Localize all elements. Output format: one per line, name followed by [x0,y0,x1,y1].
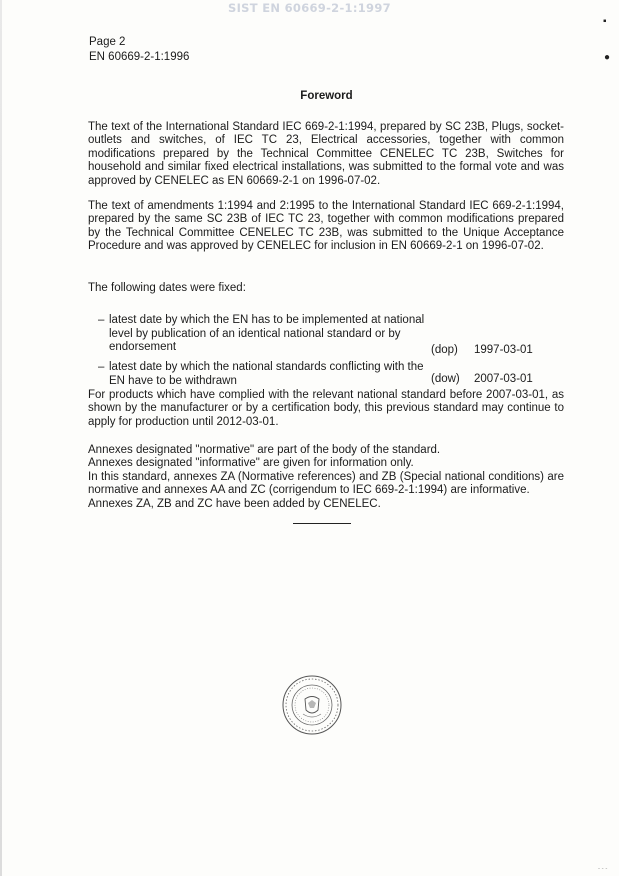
date-value: 2007-03-01 [474,373,533,386]
dates-list [88,282,564,389]
annex-line-4: Annexes ZA, ZB and ZC have been added by CENELEC. [88,497,381,510]
end-rule [293,523,351,524]
page-edge-shadow [0,0,2,876]
annex-line-3: In this standard, annexes ZA (Normative references) and ZB (Special national conditions) are normative and annexes AA and ZC (corrigendum to IEC 669-2-1:1994) are informative. [88,470,564,497]
official-seal-icon [281,674,343,741]
margin-mark: ● [604,52,611,63]
page-header [89,35,189,65]
annex-line-2: Annexes designated "informative" are given for information only. [88,457,414,470]
transition-paragraph: For products which have complied with the relevant national standard before 2007-03-01, as shown by the manufacturer or by a certification body, this previous standard may continue to apply for production until 2012-03-01. [88,389,564,428]
annexes-block [88,444,564,511]
section-title: Foreword [300,90,353,102]
date-item-text: latest date by which the national standards conflicting with the EN have to be withdrawn [109,361,424,387]
list-dash: – [98,314,105,327]
date-item-dow [88,357,564,389]
date-item-text: latest date by which the EN has to be implemented at national level by publication of an identical national standard or by endorsement [109,314,425,354]
date-item-dop [88,295,564,357]
paragraph-1: The text of the International Standard IEC 669-2-1:1994, prepared by SC 23B, Plugs, socket-outlets and switches, of IEC TC 23, Electrical accessories, together with common modifications prepared by the Technical Committee CENELEC TC 23B, Switches for household and similar fixed electrical installations, was submitted to the formal vote and was approved by CENELEC as EN 60669-2-1 on 1996-07-02. [88,121,564,187]
list-dash: – [98,361,105,374]
date-value: 1997-03-01 [474,344,533,357]
paragraph-2: The text of amendments 1:1994 and 2:1995 to the International Standard IEC 669-2-1:1994, prepared by the same SC 23B of IEC TC 23, together with common modifications prepared by the Technical Committee CENELEC TC 23B, was submitted to the Unique Acceptance Procedure and was approved by CENELEC for inclusion in EN 60669-2-1 on 1996-07-02. [88,200,564,253]
date-code: (dow) [431,373,460,386]
margin-mark-top: ▪ [603,16,607,27]
corner-mark: - - - [598,866,608,872]
annex-line-1: Annexes designated "normative" are part of the body of the standard. [88,444,441,456]
watermark: SIST EN 60669-2-1:1997 [228,1,391,15]
standard-number: EN 60669-2-1:1996 [89,51,190,63]
dates-intro: The following dates were fixed: [88,282,246,294]
page-number: Page 2 [89,36,126,48]
date-code: (dop) [431,344,458,357]
